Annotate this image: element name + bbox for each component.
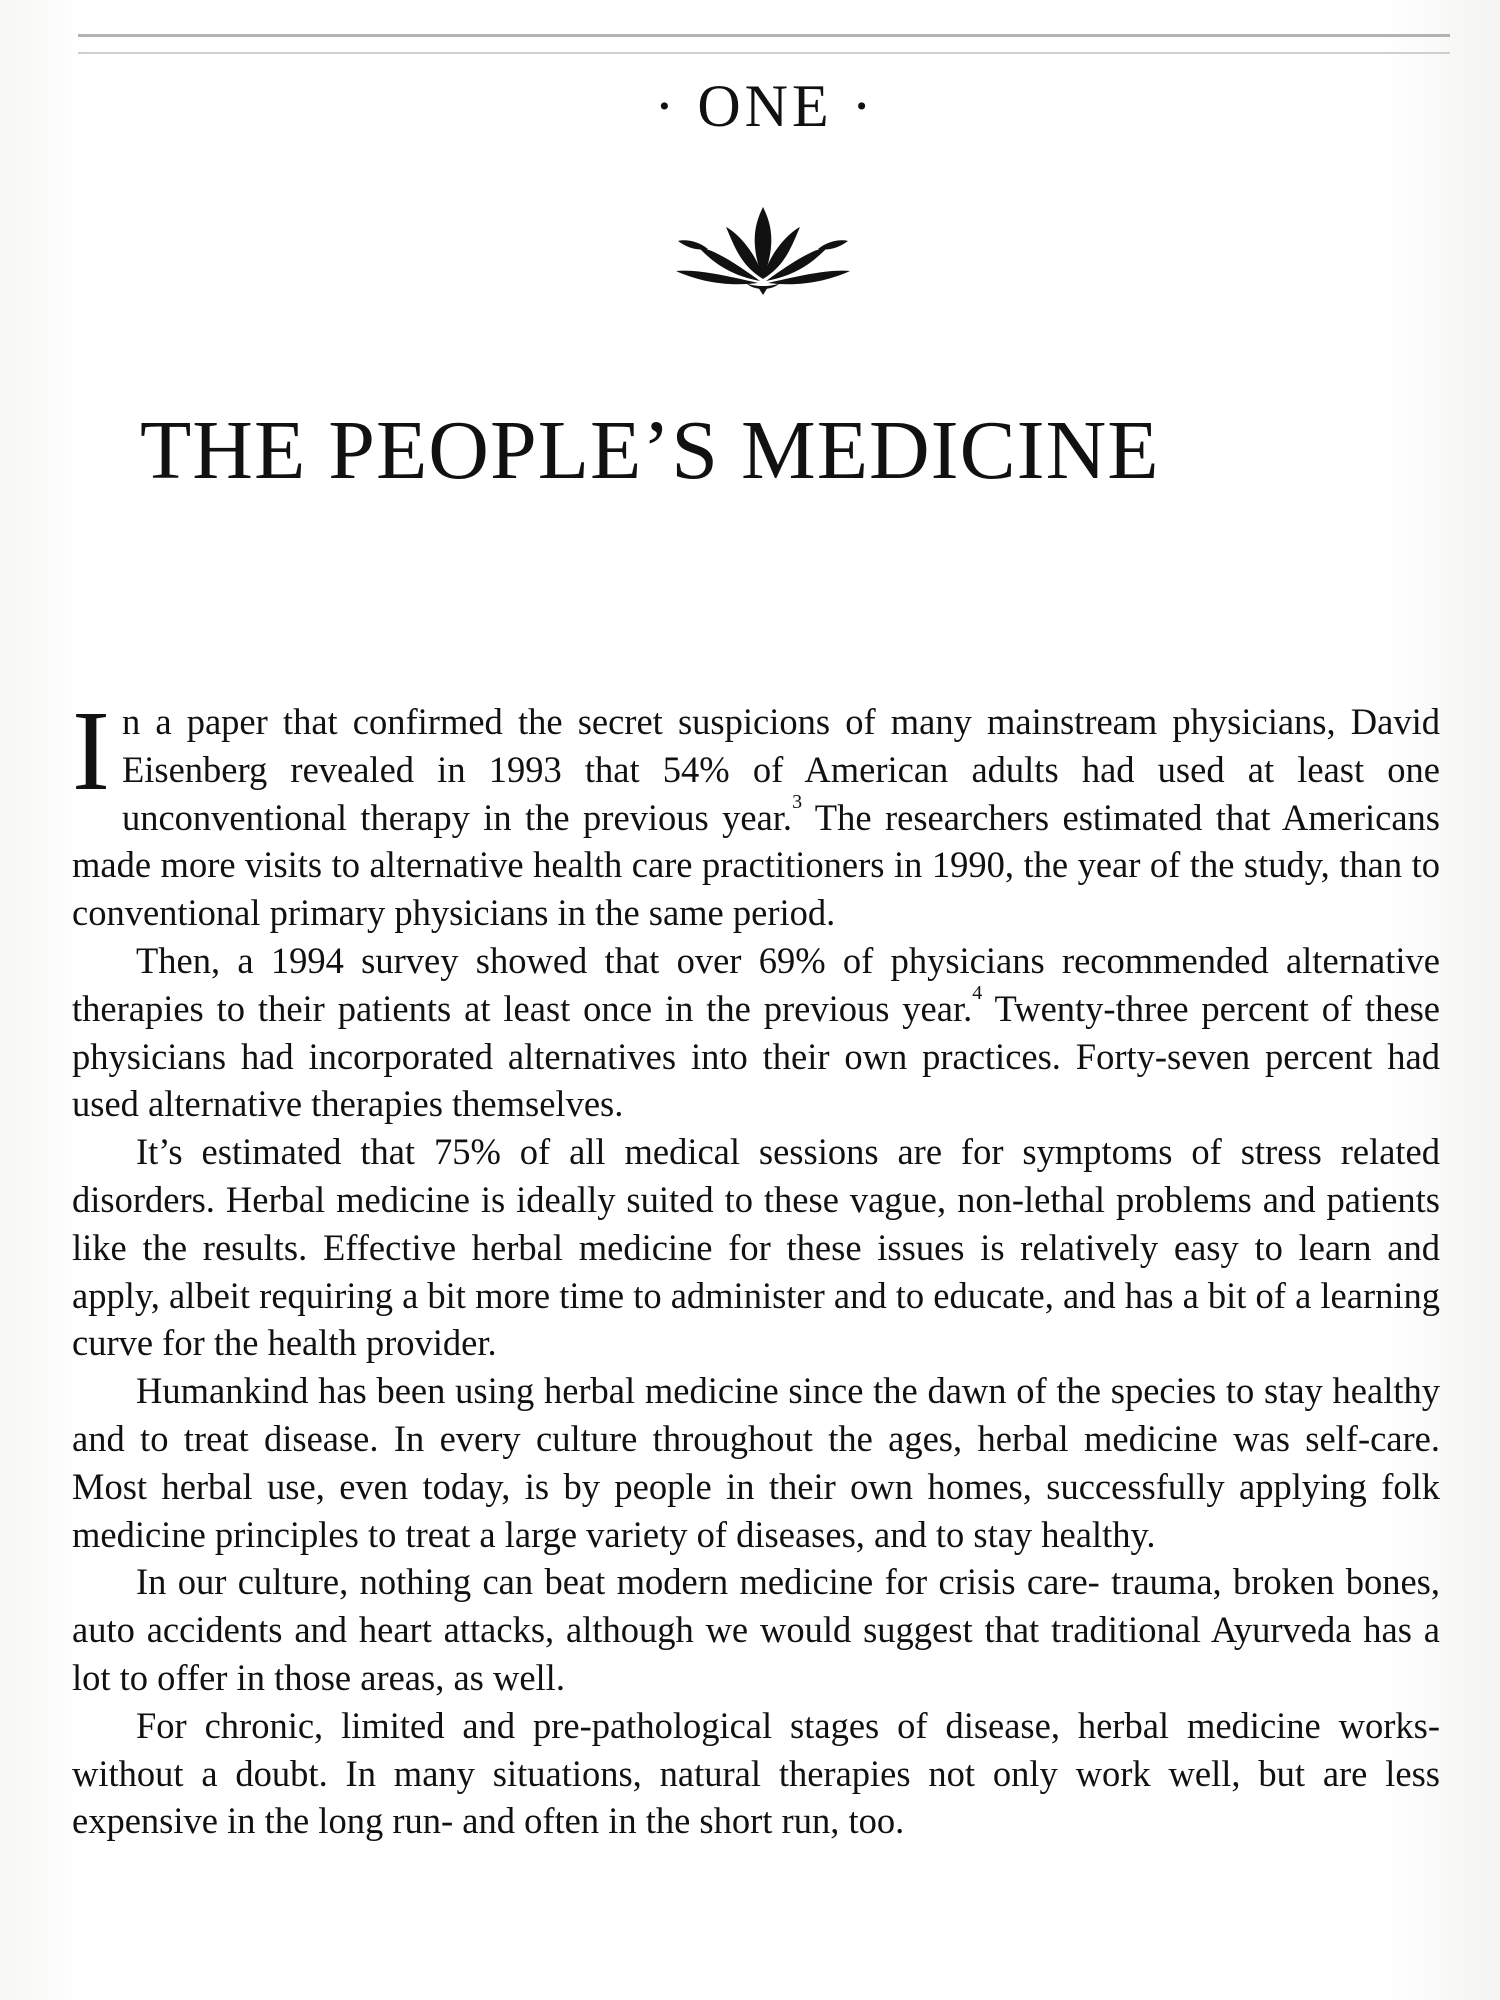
paragraph [72, 687, 1440, 937]
body-text [72, 687, 1441, 1845]
paragraph: For chronic, limited and pre-pathological stages of disease, herbal medicine works- without a doubt. In many situations, natural therapies not only work well, but are less expensive in the long run- and often in the short run, too. [72, 1704, 1440, 1842]
chapter-title: THE PEOPLE’S MEDICINE [140, 404, 1160, 497]
header-rule-secondary [78, 52, 1450, 54]
paragraph-text: The researchers estimated that Americans made more visits to alternative health care practitioners in 1990, the year of the study, than to conventional primary physicians in the same period. [72, 796, 1440, 934]
paragraph: In our culture, nothing can beat modern medicine for crisis care- trauma, broken bones, auto accidents and heart attacks, although we would suggest that traditional Ayurveda has a lot to offer in those areas, as well. [72, 1561, 1440, 1698]
paragraph: It’s estimated that 75% of all medical sessions are for symptoms of stress related disorders. Herbal medicine is ideally suited to these vague, non-lethal problems and patients like the results. Effective herbal medicine for these issues is relatively easy to learn and apply, albeit requiring a bit more time to administer and to educate, and has a bit of a learning curve for the health provider. [72, 1131, 1440, 1364]
footnote-marker[interactable]: 3 [792, 790, 803, 813]
drop-cap: I [72, 687, 110, 814]
paragraph [72, 937, 1440, 1128]
footnote-marker[interactable]: 4 [972, 981, 983, 1004]
paragraph: Humankind has been using herbal medicine since the dawn of the species to stay healthy and to treat disease. In every culture throughout the ages, herbal medicine was self-care. Most herbal use, even today, is by people in their own homes, successfully applying folk medicine principles to treat a large variety of diseases, and to stay healthy. [72, 1370, 1440, 1555]
lotus-ornament-icon [668, 205, 858, 295]
header-rule [78, 34, 1450, 37]
chapter-number: · ONE · [654, 73, 876, 139]
paragraph-text: n a paper that confirmed the secret suspicions of many mainstream physicians, David Eisenberg revealed in 1993 that 54% of American adults had used at least one unconventional therapy in the previous year. [121, 701, 1440, 838]
paragraph-text: Twenty-three percent of these physicians had incorporated alternatives into their own practices. Forty-seven percent had used alternative therapies themselves. [72, 987, 1441, 1125]
paragraph-text: Then, a 1994 survey showed that over 69% of physicians recommended alternative therapies to their patients at least once in the previous year. [72, 939, 1440, 1029]
